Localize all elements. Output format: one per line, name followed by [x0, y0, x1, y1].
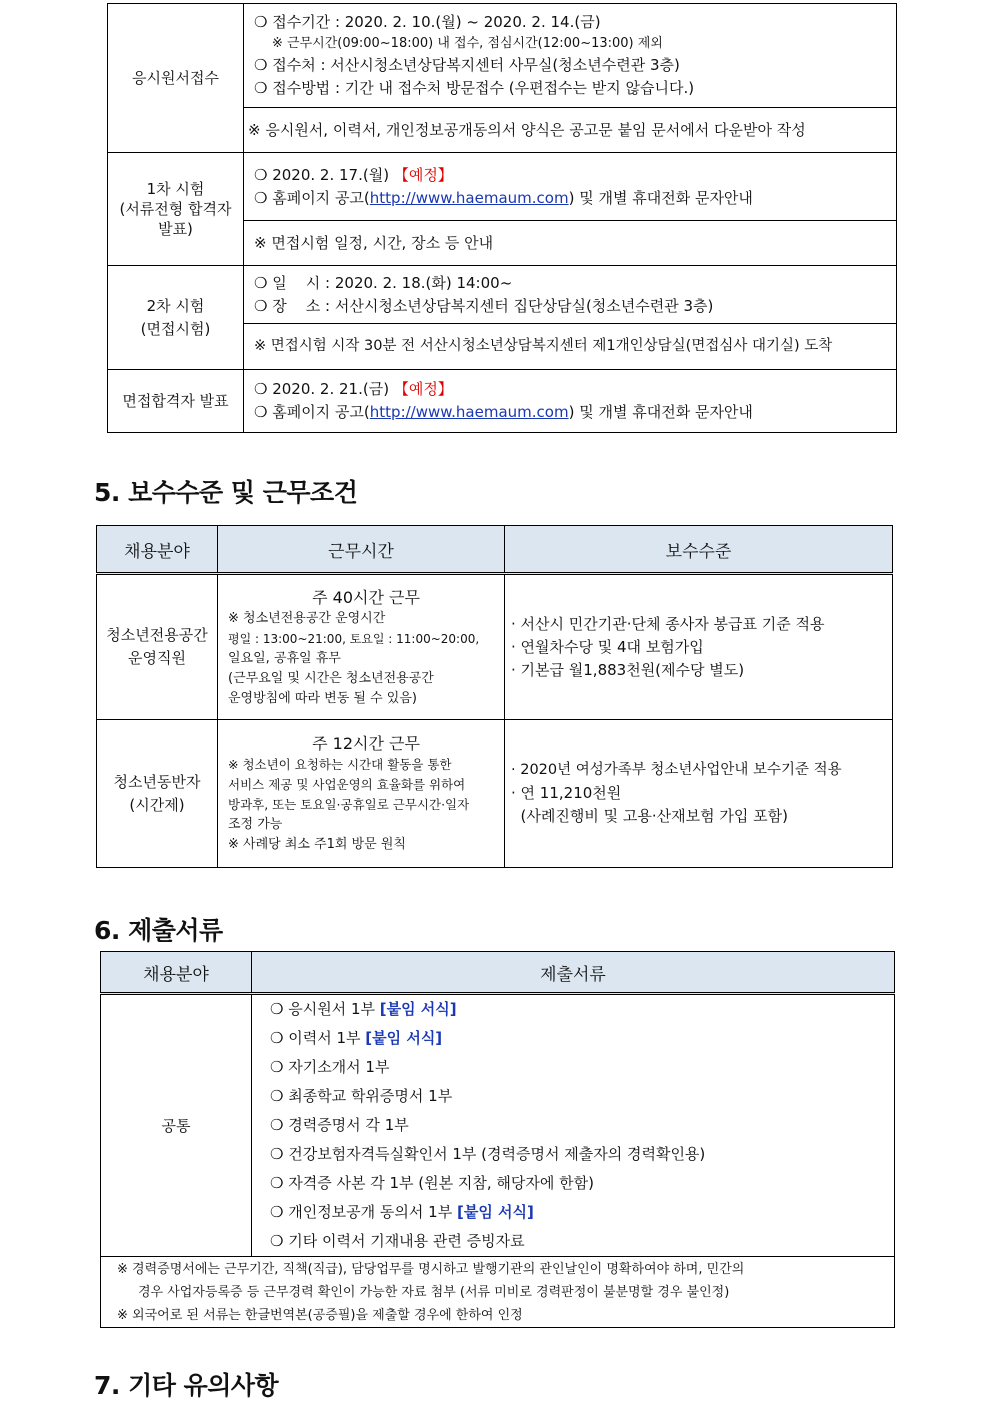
- schedule-line: [254, 187, 896, 210]
- table-row: [97, 574, 893, 720]
- doc-item: [270, 1082, 894, 1111]
- hours-line: 운영방침에 따라 변동 될 수 있음): [228, 690, 417, 706]
- schedule-label: [108, 370, 244, 433]
- attachment-tag: [붙임 서식]: [379, 1000, 457, 1018]
- label-line: 발표): [158, 220, 193, 238]
- label-line: (서류전형 합격자: [119, 200, 232, 218]
- column-header: 채용분야: [101, 952, 252, 994]
- field-line: 청소년동반자: [113, 772, 201, 791]
- docs-cell: [252, 994, 895, 1257]
- label-line: (면접시험): [140, 319, 211, 338]
- attachment-tag: [붙임 서식]: [365, 1029, 443, 1047]
- doc-text: ❍ 최종학교 학위증명서 1부: [270, 1087, 453, 1105]
- schedule-line: ❍ 접수기간 : 2020. 2. 10.(월) ~ 2020. 2. 14.(금): [254, 13, 601, 31]
- schedule-label: [108, 266, 244, 370]
- homepage-link[interactable]: http://www.haemaum.com: [369, 403, 569, 421]
- schedule-line: ❍ 장 소 : 서산시청소년상담복지센터 집단상담실(청소년수련관 3층): [254, 296, 714, 315]
- schedule-line: ❍ 일 시 : 2020. 2. 18.(화) 14:00~: [254, 273, 513, 292]
- line-text: ) 및 개별 휴대전화 문자안내: [568, 403, 753, 421]
- label-line: 응시원서접수: [132, 68, 219, 87]
- schedule-date: ❍ 2020. 2. 21.(금): [254, 380, 394, 398]
- doc-item: [270, 1111, 894, 1140]
- hours-line: 일요일, 공휴일 휴무: [228, 650, 341, 666]
- tentative-tag: 【예정】: [393, 165, 453, 184]
- hours-line: 평일 : 13:00~21:00, 토요일 : 11:00~20:00,: [228, 631, 480, 646]
- column-header: 보수수준: [505, 526, 893, 574]
- note-line: 경우 사업자등록증 등 근무경력 확인이 가능한 자료 첨부 (서류 미비로 경력판정이 불분명할 경우 불인정): [138, 1285, 730, 1300]
- hours-title: 주 40시간 근무: [312, 587, 420, 607]
- doc-item: [270, 1140, 894, 1169]
- doc-item: [270, 1227, 894, 1256]
- schedule-note: ※ 면접시험 일정, 시간, 장소 등 안내: [254, 233, 494, 252]
- schedule-line: ※ 근무시간(09:00~18:00) 내 접수, 점심시간(12:00~13:00) 제외: [272, 36, 663, 51]
- schedule-note: ※ 응시원서, 이력서, 개인정보공개동의서 양식은 공고문 붙임 문서에서 다운받아 작성: [248, 120, 806, 139]
- schedule-line: ❍ 접수방법 : 기간 내 접수처 방문접수 (우편접수는 받지 않습니다.): [254, 79, 695, 97]
- homepage-link[interactable]: http://www.haemaum.com: [369, 188, 569, 207]
- note-line: ※ 외국어로 된 서류는 한글번역본(공증필)을 제출할 경우에 한하여 인정: [117, 1308, 523, 1323]
- label-line: 면접합격자 발표: [122, 391, 229, 410]
- field-cell: 공통: [101, 994, 252, 1257]
- section-title: 6. 제출서류: [94, 916, 223, 945]
- schedule-label: [108, 4, 244, 153]
- schedule-line: [254, 378, 896, 401]
- section-title: 5. 보수수준 및 근무조건: [94, 478, 358, 507]
- schedule-note: ※ 면접시험 시작 30분 전 서산시청소년상담복지센터 제1개인상담실(면접심사 대기실) 도착: [254, 338, 833, 354]
- line-text: ) 및 개별 휴대전화 문자안내: [568, 188, 753, 207]
- hours-line: 조정 가능: [228, 817, 283, 832]
- hours-line: (근무요일 및 시간은 청소년전용공간: [228, 670, 434, 686]
- pay-line: · 연 11,210천원: [511, 784, 622, 802]
- field-cell: [97, 720, 218, 868]
- pay-line: · 서산시 민간기관·단체 종사자 봉급표 기준 적용: [511, 614, 825, 633]
- doc-item: [270, 995, 894, 1024]
- documents-table: [100, 951, 895, 1328]
- field-line: 청소년전용공간: [106, 626, 208, 644]
- label-line: 2차 시험: [146, 296, 205, 315]
- hours-line: 서비스 제공 및 사업운영의 효율화를 위하여: [228, 777, 466, 792]
- doc-item: [270, 1053, 894, 1082]
- section-title: 7. 기타 유의사항: [94, 1371, 279, 1400]
- schedule-label: [108, 153, 244, 266]
- attachment-tag: [붙임 서식]: [456, 1203, 534, 1221]
- doc-text: ❍ 기타 이력서 기재내용 관련 증빙자료: [270, 1232, 525, 1250]
- doc-text: ❍ 응시원서 1부: [270, 1000, 380, 1018]
- field-line: (시간제): [129, 795, 185, 814]
- schedule-date: ❍ 2020. 2. 17.(월): [254, 165, 394, 184]
- doc-text: ❍ 자격증 사본 각 1부 (원본 지참, 해당자에 한함): [270, 1174, 594, 1192]
- doc-item: [270, 1169, 894, 1198]
- doc-item: [270, 1198, 894, 1227]
- doc-text: ❍ 경력증명서 각 1부: [270, 1116, 409, 1134]
- doc-item: [270, 1024, 894, 1053]
- pay-line: (사례진행비 및 고용·산재보험 가입 포함): [511, 807, 788, 825]
- tentative-tag: 【예정】: [393, 380, 453, 398]
- field-cell: [97, 574, 218, 720]
- hours-line: 방과후, 또는 토요일·공휴일로 근무시간·일자: [228, 797, 470, 812]
- pay-line: · 2020년 여성가족부 청소년사업안내 보수기준 적용: [511, 762, 842, 778]
- pay-line: · 기본급 월1,883천원(제수당 별도): [511, 660, 745, 679]
- hours-title: 주 12시간 근무: [312, 734, 420, 753]
- pay-cell: [505, 574, 893, 720]
- hours-line: ※ 사례당 최소 주1회 방문 원칙: [228, 837, 406, 852]
- field-line: 운영직원: [128, 649, 186, 667]
- label-line: 1차 시험: [146, 180, 205, 198]
- column-header: 제출서류: [252, 952, 895, 994]
- note-line: ※ 경력증명서에는 근무기간, 직책(직급), 담당업무를 명시하고 발행기관의 관인날인이 명확하여야 하며, 민간의: [117, 1262, 745, 1277]
- salary-table: [96, 525, 893, 868]
- pay-line: · 연월차수당 및 4대 보험가입: [511, 637, 704, 656]
- schedule-table: [107, 3, 897, 433]
- doc-text: ❍ 자기소개서 1부: [270, 1058, 390, 1076]
- line-text: ❍ 홈페이지 공고(: [254, 403, 370, 421]
- hours-line: ※ 청소년전용공간 운영시간: [228, 610, 386, 626]
- hours-cell: [218, 720, 505, 868]
- doc-text: ❍ 이력서 1부: [270, 1029, 366, 1047]
- column-header: 근무시간: [218, 526, 505, 574]
- schedule-line: ❍ 접수처 : 서산시청소년상담복지센터 사무실(청소년수련관 3층): [254, 56, 680, 74]
- table-row: [97, 720, 893, 868]
- schedule-line: [254, 164, 896, 187]
- hours-cell: [218, 574, 505, 720]
- doc-text: ❍ 건강보험자격득실확인서 1부 (경력증명서 제출자의 경력확인용): [270, 1145, 706, 1163]
- column-header: 채용분야: [97, 526, 218, 574]
- documents-notes: [101, 1257, 895, 1328]
- hours-line: ※ 청소년이 요청하는 시간대 활동을 통한: [228, 757, 452, 772]
- pay-cell: [505, 720, 893, 868]
- doc-text: ❍ 개인정보공개 동의서 1부: [270, 1203, 457, 1221]
- schedule-line: [254, 401, 896, 424]
- line-text: ❍ 홈페이지 공고(: [254, 188, 370, 207]
